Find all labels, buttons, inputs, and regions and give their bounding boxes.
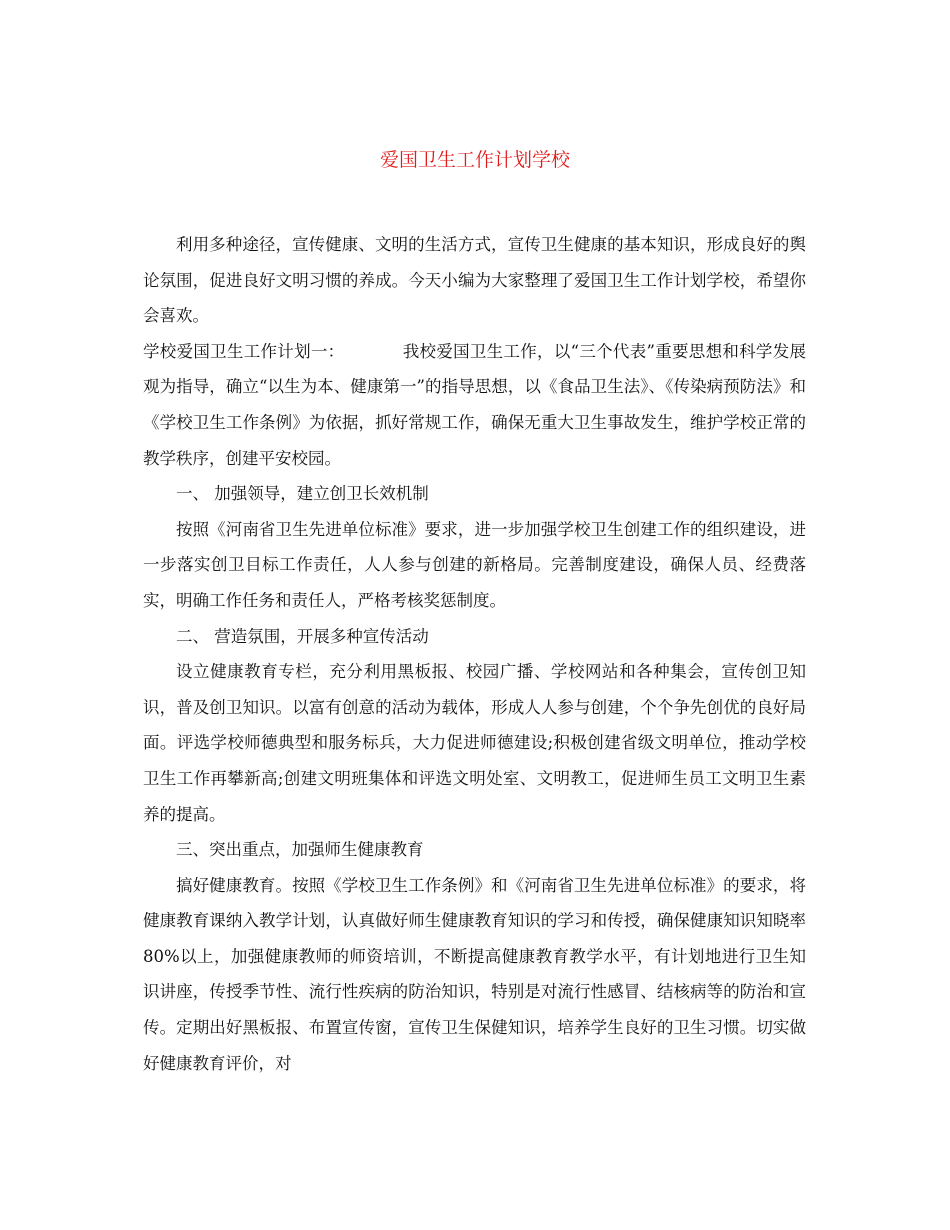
section-heading-2: 二、 营造氛围，开展多种宣传活动 bbox=[176, 626, 429, 646]
intro-paragraph: 利用多种途径，宣传健康、文明的生活方式，宣传卫生健康的基本知识，形成良好的舆论氛围，促进良好文明习惯的养成。今天小编为大家整理了爱国卫生工作计划学校，希望你会喜欢。 bbox=[143, 235, 806, 326]
document-title: 爱国卫生工作计划学校 bbox=[379, 149, 570, 171]
document-body bbox=[143, 227, 806, 1081]
plan-paragraph bbox=[143, 334, 806, 476]
plan-intro-text: 我校爱国卫生工作，以“三个代表”重要思想和科学发展观为指导，确立“以生为本、健康第一”的指导思想，以《食品卫生法》、《传染病预防法》和《学校卫生工作条例》为依据，抓好常规工作，确保无重大卫生事故发生，维护学校正常的教学秩序，创建平安校园。 bbox=[143, 341, 807, 468]
plan-label: 学校爱国卫生工作计划一： bbox=[143, 341, 345, 361]
section-heading-1: 一、 加强领导，建立创卫长效机制 bbox=[176, 484, 429, 504]
section-paragraph-2: 设立健康教育专栏，充分利用黑板报、校园广播、学校网站和各种集会，宣传创卫知识，普及创卫知识。以富有创意的活动为载体，形成人人参与创建，个个争先创优的良好局面。评选学校师德典型和服务标兵，大力促进师德建设;积极创建省级文明单位，推动学校卫生工作再攀新高;创建文明班集体和评选文明处室、文明教工，促进师生员工文明卫生素养的提高。 bbox=[143, 662, 806, 824]
section-paragraph-1: 按照《河南省卫生先进单位标准》要求，进一步加强学校卫生创建工作的组织建设，进一步落实创卫目标工作责任，人人参与创建的新格局。完善制度建设，确保人员、经费落实，明确工作任务和责任人，严格考核奖惩制度。 bbox=[143, 519, 806, 610]
section-paragraph-3: 搞好健康教育。按照《学校卫生工作条例》和《河南省卫生先进单位标准》的要求，将健康教育课纳入教学计划，认真做好师生健康教育知识的学习和传授，确保健康知识知晓率80%以上，加强健康教师的师资培训，不断提高健康教育教学水平，有计划地进行卫生知识讲座，传授季节性、流行性疾病的防治知识，特别是对流行性感冒、结核病等的防治和宣传。定期出好黑板报、布置宣传窗，宣传卫生保健知识，培养学生良好的卫生习惯。切实做好健康教育评价，对 bbox=[143, 875, 806, 1073]
section-heading-3: 三、突出重点，加强师生健康教育 bbox=[176, 840, 424, 860]
